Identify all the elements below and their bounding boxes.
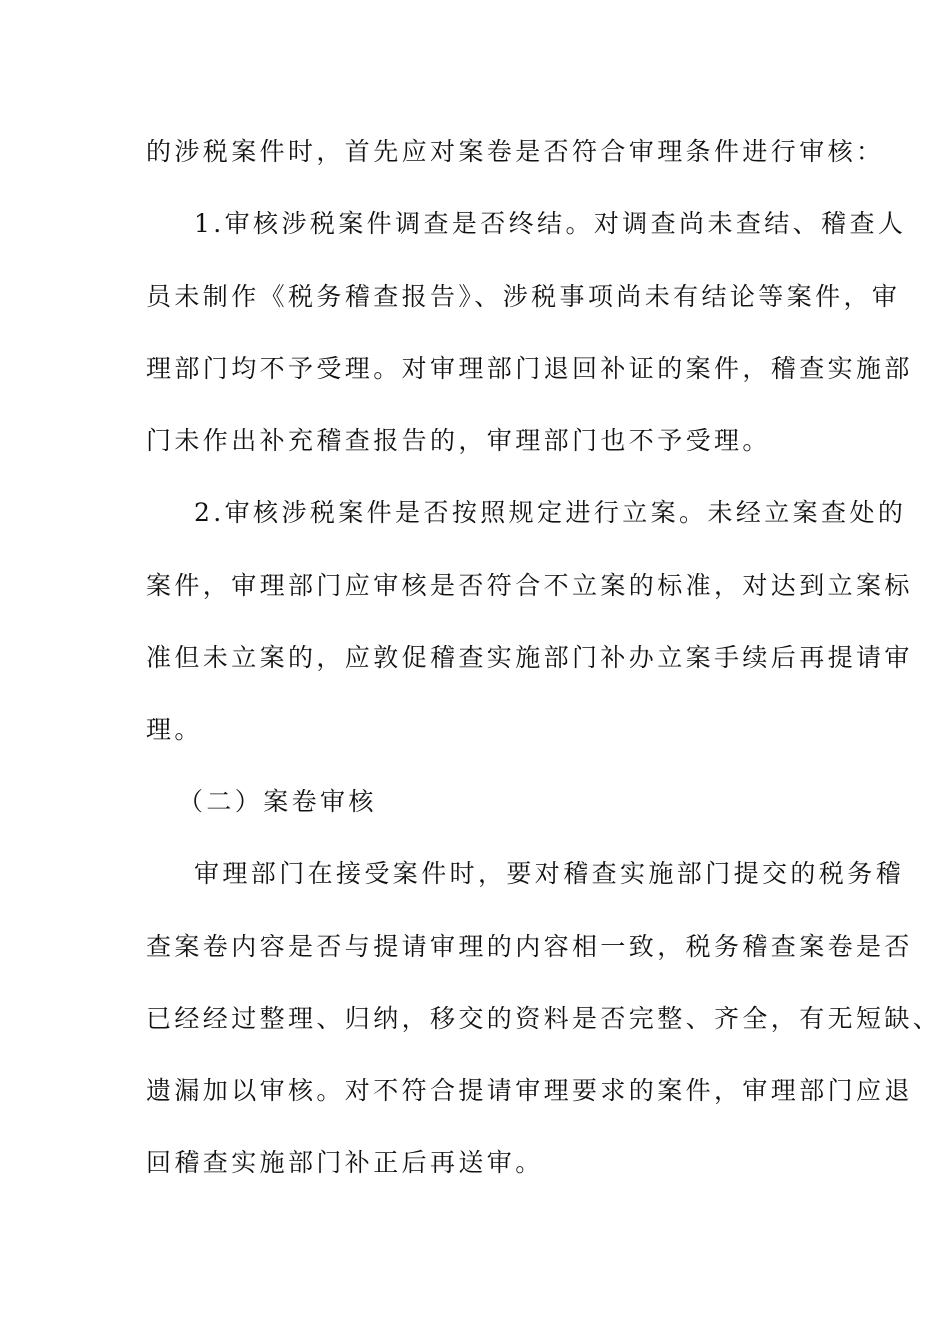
text-line-4: 理部门均不予受理。对审理部门退回补证的案件，稽查实施部 (146, 354, 913, 383)
text-line-1: 的涉税案件时，首先应对案卷是否符合审理条件进行审核： (146, 137, 885, 166)
text-line-11: 审理部门在接受案件时，要对稽查实施部门提交的税务稽 (194, 859, 905, 888)
text-line-6: 2.审核涉税案件是否按照规定进行立案。未经立案查处的 (194, 498, 907, 527)
text-line-14: 遗漏加以审核。对不符合提请审理要求的案件，审理部门应退 (146, 1076, 913, 1105)
section-heading: （二）案卷审核 (178, 787, 377, 816)
text-line-13: 已经经过整理、归纳，移交的资料是否完整、齐全，有无短缺、 (146, 1004, 942, 1033)
text-line-12: 查案卷内容是否与提请审理的内容相一致，税务稽查案卷是否 (146, 932, 913, 961)
text-line-5: 门未作出补充稽查报告的，审理部门也不予受理。 (146, 426, 771, 455)
text-line-9: 理。 (146, 715, 203, 744)
text-line-3: 员未制作《税务稽查报告》、涉税事项尚未有结论等案件，审 (146, 282, 901, 311)
text-line-15: 回稽查实施部门补正后再送审。 (146, 1148, 544, 1177)
text-line-2: 1.审核涉税案件调查是否终结。对调查尚未查结、稽查人 (194, 209, 907, 238)
text-line-8: 准但未立案的，应敦促稽查实施部门补办立案手续后再提请审 (146, 643, 913, 672)
text-line-7: 案件，审理部门应审核是否符合不立案的标准，对达到立案标 (146, 571, 913, 600)
